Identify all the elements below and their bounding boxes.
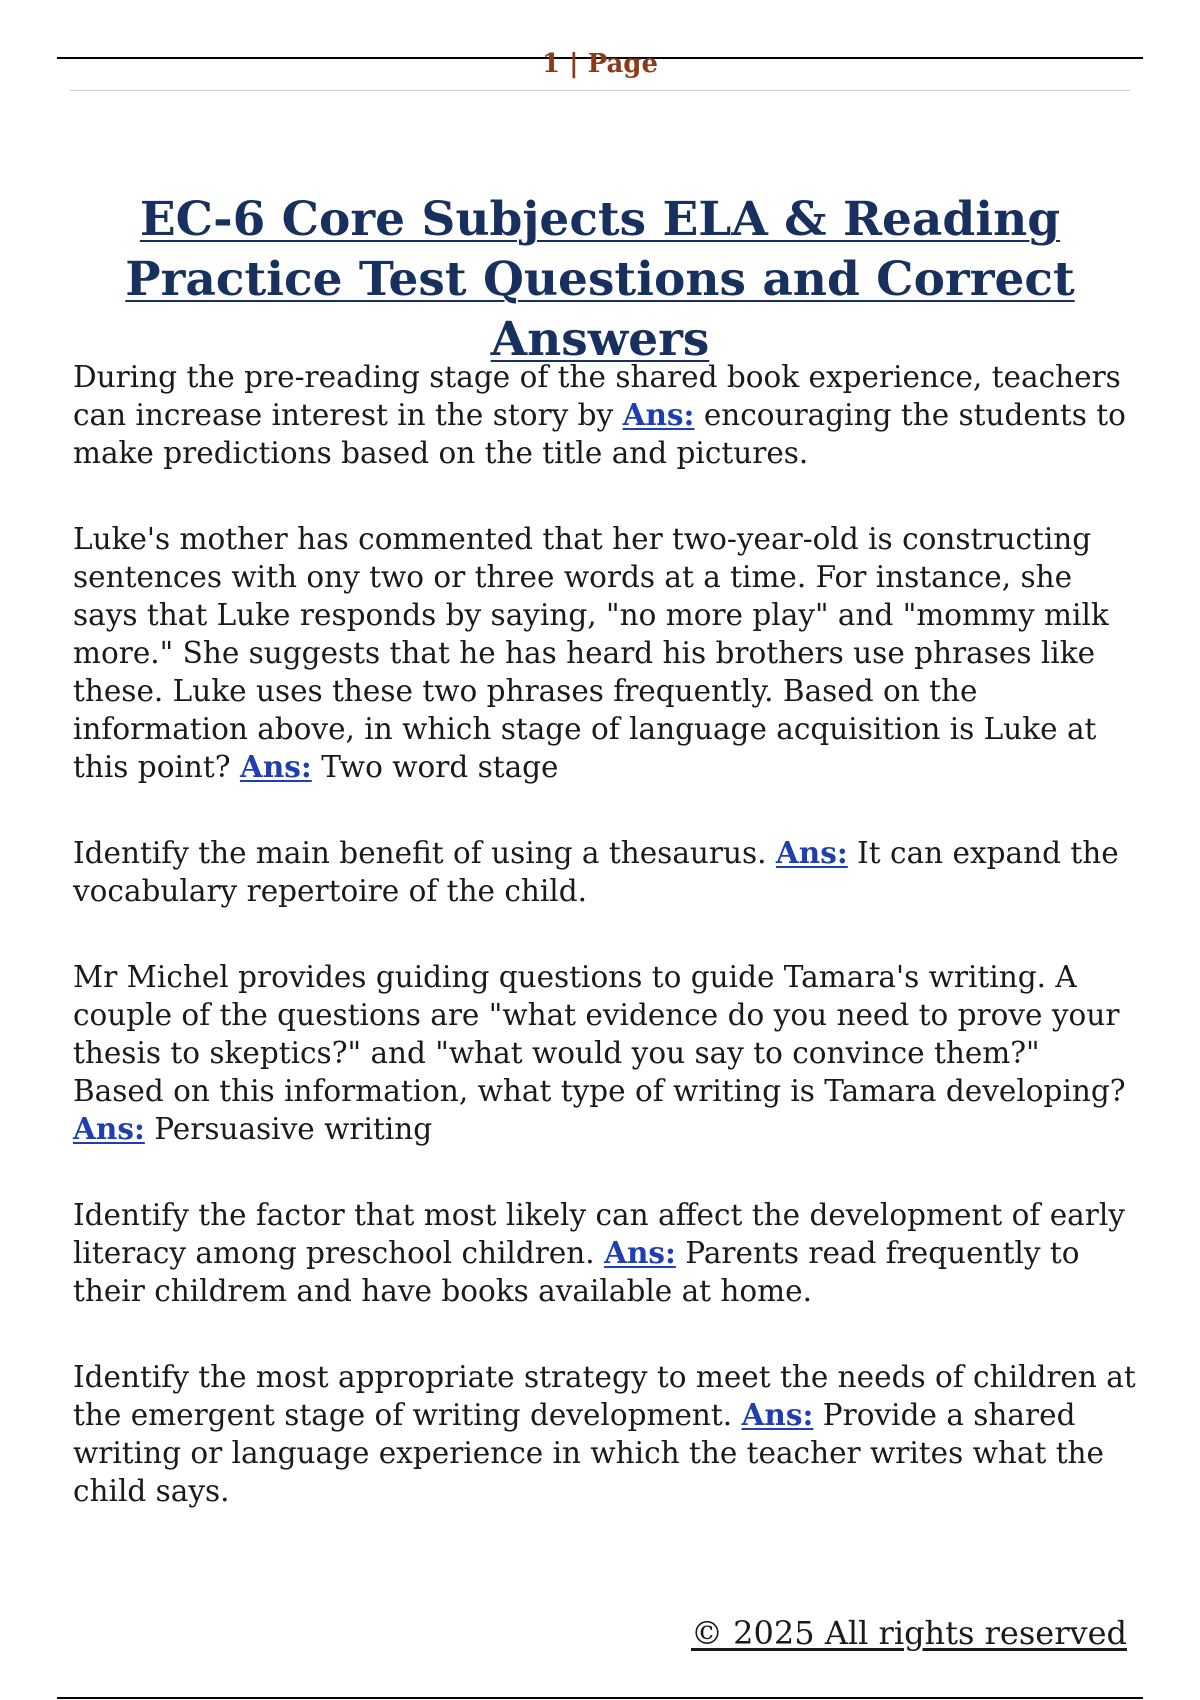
- question-text: Mr Michel provides guiding questions to guide Tamara's writing. A couple of the questions are "what evidence do you need to prove your thesis to skeptics?" and "what would you say to convince them?" Based on this information, what type of writing is Tamara developing?: [73, 960, 1126, 1108]
- answer-link[interactable]: Ans:: [775, 835, 848, 870]
- qa-item-5: [73, 1196, 1139, 1310]
- answer-link[interactable]: Ans:: [73, 1111, 145, 1146]
- answer-link[interactable]: Ans:: [604, 1235, 676, 1270]
- answer-text: Two word stage: [321, 750, 559, 784]
- qa-item-6: [73, 1358, 1139, 1510]
- footer-bottom-rule: [57, 1697, 1143, 1699]
- copyright-footer: © 2025 All rights reserved: [691, 1614, 1127, 1652]
- qa-item-1: [73, 358, 1139, 472]
- question-text: Luke's mother has commented that her two-year-old is constructing sentences with ony two or three words at a time. For instance, she says that Luke responds by saying, "no more play" and "mommy milk more." She suggests that he has heard his brothers use phrases like these. Luke uses these two phrases frequently. Based on the information above, in which stage of language acquisition is Luke at this point?: [73, 522, 1109, 784]
- qa-item-2: [73, 520, 1139, 786]
- answer-link[interactable]: Ans:: [622, 397, 695, 432]
- qa-item-4: [73, 958, 1139, 1148]
- header-divider: [70, 90, 1130, 91]
- question-text: Identify the factor that most likely can affect the development of early literacy among preschool children.: [73, 1198, 1125, 1270]
- question-text: During the pre-reading stage of the shared book experience, teachers can increase interest in the story by: [73, 360, 1121, 432]
- question-answer-list: [73, 358, 1139, 1558]
- answer-text: Parents read frequently to their childrem and have books available at home.: [73, 1236, 1080, 1308]
- answer-text: Persuasive writing: [154, 1112, 433, 1146]
- document-title: EC-6 Core Subjects ELA & Reading Practice Test Questions and Correct Answers: [125, 192, 1075, 367]
- qa-item-3: [73, 834, 1139, 910]
- answer-text: Provide a shared writing or language experience in which the teacher writes what the child says.: [73, 1398, 1105, 1508]
- answer-text: encouraging the students to make predictions based on the title and pictures.: [73, 398, 1126, 470]
- question-text: Identify the main benefit of using a thesaurus.: [73, 836, 767, 870]
- answer-link[interactable]: Ans:: [741, 1397, 814, 1432]
- page-number-header: 1 | Page: [541, 49, 659, 79]
- answer-text: It can expand the vocabulary repertoire of the child.: [73, 836, 1119, 908]
- question-text: Identify the most appropriate strategy to meet the needs of children at the emergent stage of writing development.: [73, 1360, 1136, 1432]
- answer-link[interactable]: Ans:: [239, 749, 312, 784]
